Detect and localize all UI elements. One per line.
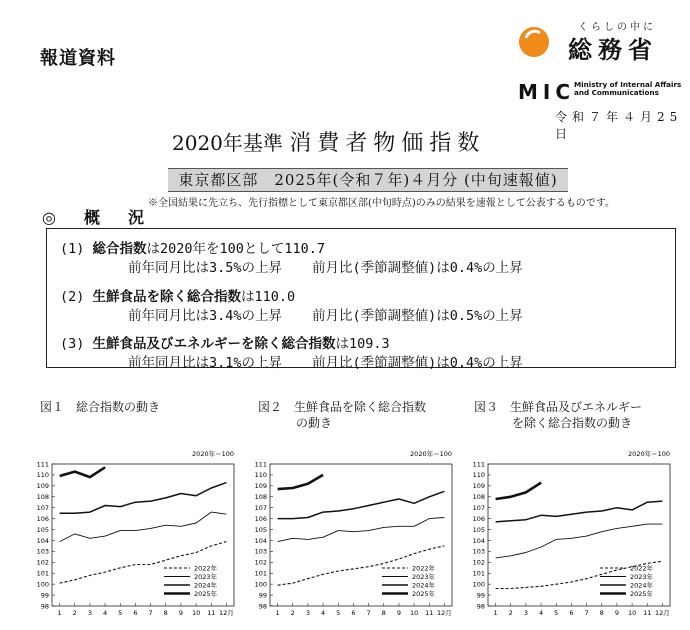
summary-mom: 前月比(季節調整値)は0.5%の上昇 bbox=[312, 308, 523, 324]
series-line-2023年 bbox=[60, 512, 227, 542]
figure-id: 図２ bbox=[258, 400, 283, 414]
summary-item-1 bbox=[60, 237, 325, 257]
summary-item-label: 総合指数 bbox=[92, 241, 147, 257]
y-tick-label: 98 bbox=[476, 602, 485, 611]
y-tick-label: 106 bbox=[254, 514, 267, 523]
series-line-2025年 bbox=[496, 483, 541, 499]
title-prefix: 2020年基準 bbox=[172, 131, 283, 155]
x-tick-label: 2 bbox=[290, 609, 295, 617]
summary-item-label: 生鮮食品及びエネルギーを除く総合指数 bbox=[92, 336, 336, 352]
release-date: 令和７年４月25日 bbox=[555, 110, 683, 141]
x-tick-label: 6 bbox=[569, 609, 574, 617]
figure-caption-line: を除く総合指数の動き bbox=[512, 416, 633, 430]
title-main: 消費者物価指数 bbox=[289, 131, 486, 156]
mic-english-line-1: Ministry of Internal Affairs bbox=[574, 80, 682, 89]
y-tick-label: 99 bbox=[476, 591, 485, 600]
ministry-name: 総務省 bbox=[568, 36, 658, 64]
x-tick-label: 5 bbox=[554, 609, 559, 617]
summary-item-number: (1) bbox=[60, 241, 85, 257]
y-tick-label: 111 bbox=[36, 460, 49, 469]
x-tick-label: 9 bbox=[614, 609, 619, 617]
y-tick-label: 100 bbox=[254, 580, 267, 589]
y-tick-label: 105 bbox=[254, 525, 267, 534]
chart-base-note: 2020年＝100 bbox=[628, 450, 670, 458]
summary-item-3-detail bbox=[128, 351, 523, 371]
x-tick-label: 11 bbox=[207, 609, 216, 617]
legend-label: 2022年 bbox=[412, 564, 436, 573]
y-tick-label: 109 bbox=[36, 482, 49, 491]
summary-yoy: 前年同月比は3.5%の上昇 bbox=[128, 260, 283, 276]
series-line-2025年 bbox=[60, 467, 106, 477]
summary-mom: 前月比(季節調整値)は0.4%の上昇 bbox=[312, 260, 523, 276]
legend-label: 2024年 bbox=[412, 581, 436, 590]
x-tick-label: 1 bbox=[493, 609, 498, 617]
release-note: ※全国結果に先立ち、先行指標として東京都区部(中旬時点)のみの結果を速報として公表するものです。 bbox=[148, 198, 616, 209]
x-tick-label: 10 bbox=[409, 609, 419, 617]
page-title bbox=[172, 126, 485, 157]
x-tick-label: 10 bbox=[191, 609, 201, 617]
x-tick-label: 1 bbox=[57, 609, 62, 617]
x-tick-label: 4 bbox=[321, 609, 326, 617]
legend-label: 2023年 bbox=[630, 573, 654, 581]
y-tick-label: 111 bbox=[254, 460, 267, 469]
legend-label: 2025年 bbox=[412, 590, 436, 598]
figure-2-chart bbox=[244, 440, 460, 630]
figure-3-chart bbox=[462, 440, 678, 630]
mic-english-name bbox=[574, 81, 681, 97]
summary-item-label: 生鮮食品を除く総合指数 bbox=[92, 289, 242, 305]
overview-heading: ◎ 概 況 bbox=[42, 208, 150, 227]
y-tick-label: 108 bbox=[472, 493, 485, 502]
x-tick-label: 8 bbox=[599, 609, 604, 617]
y-tick-label: 107 bbox=[36, 503, 49, 512]
x-tick-label: 6 bbox=[133, 609, 138, 617]
summary-item-text: は110.0 bbox=[241, 289, 296, 305]
y-tick-label: 100 bbox=[472, 580, 485, 589]
y-tick-label: 108 bbox=[36, 493, 49, 502]
x-tick-label: 7 bbox=[148, 609, 153, 617]
figure-caption-line: の動き bbox=[296, 416, 333, 430]
figure-id: 図１ bbox=[40, 400, 65, 414]
y-tick-label: 103 bbox=[36, 547, 49, 556]
legend-label: 2024年 bbox=[194, 581, 218, 590]
y-tick-label: 99 bbox=[40, 591, 49, 600]
y-tick-label: 98 bbox=[40, 602, 49, 611]
summary-yoy: 前年同月比は3.4%の上昇 bbox=[128, 308, 283, 324]
ministry-logo-icon bbox=[518, 26, 550, 58]
x-tick-label: 4 bbox=[103, 609, 108, 617]
summary-item-2 bbox=[60, 285, 295, 305]
x-tick-label: 12月 bbox=[437, 609, 452, 617]
y-tick-label: 101 bbox=[36, 569, 49, 578]
y-tick-label: 110 bbox=[36, 471, 49, 480]
y-tick-label: 103 bbox=[472, 547, 485, 556]
x-tick-label: 12月 bbox=[219, 609, 234, 617]
x-tick-label: 9 bbox=[396, 609, 401, 617]
x-tick-label: 7 bbox=[366, 609, 371, 617]
y-tick-label: 107 bbox=[472, 503, 485, 512]
y-tick-label: 104 bbox=[472, 536, 485, 545]
y-tick-label: 102 bbox=[472, 558, 485, 567]
x-tick-label: 8 bbox=[163, 609, 168, 617]
summary-item-3 bbox=[60, 332, 390, 352]
legend-label: 2023年 bbox=[412, 573, 436, 581]
series-line-2023年 bbox=[278, 518, 445, 542]
mic-logo-text: MIC bbox=[518, 80, 576, 104]
figure-2-caption bbox=[258, 399, 426, 431]
ministry-tagline: くらしの中に bbox=[578, 22, 656, 33]
x-tick-label: 7 bbox=[584, 609, 589, 617]
figure-caption-line: 生鮮食品及びエネルギー bbox=[510, 400, 643, 414]
chart-base-note: 2020年＝100 bbox=[192, 450, 234, 458]
chart-base-note: 2020年＝100 bbox=[410, 450, 452, 458]
series-line-2024年 bbox=[496, 501, 663, 522]
figure-caption-line: 総合指数の動き bbox=[76, 400, 161, 414]
y-tick-label: 99 bbox=[258, 591, 267, 600]
y-tick-label: 103 bbox=[254, 547, 267, 556]
series-line-2024年 bbox=[60, 483, 227, 514]
y-tick-label: 101 bbox=[254, 569, 267, 578]
y-tick-label: 107 bbox=[254, 503, 267, 512]
summary-item-text: は2020年を100として110.7 bbox=[146, 241, 326, 257]
legend-label: 2022年 bbox=[194, 564, 218, 573]
y-tick-label: 110 bbox=[472, 471, 485, 480]
y-tick-label: 100 bbox=[36, 580, 49, 589]
summary-mom: 前月比(季節調整値)は0.4%の上昇 bbox=[312, 355, 523, 371]
x-tick-label: 10 bbox=[627, 609, 637, 617]
y-tick-label: 109 bbox=[254, 482, 267, 491]
summary-item-number: (3) bbox=[60, 336, 85, 352]
x-tick-label: 1 bbox=[275, 609, 280, 617]
y-tick-label: 106 bbox=[36, 514, 49, 523]
figure-1-chart bbox=[26, 440, 242, 630]
series-line-2025年 bbox=[278, 475, 324, 489]
y-tick-label: 102 bbox=[254, 558, 267, 567]
y-tick-label: 105 bbox=[472, 525, 485, 534]
summary-item-text: は109.3 bbox=[335, 336, 390, 352]
press-release-label: 報道資料 bbox=[40, 48, 116, 69]
y-tick-label: 98 bbox=[258, 602, 267, 611]
x-tick-label: 5 bbox=[336, 609, 341, 617]
x-tick-label: 4 bbox=[539, 609, 544, 617]
summary-item-number: (2) bbox=[60, 289, 85, 305]
mic-english-line-2: and Communications bbox=[574, 88, 659, 97]
figure-caption-line: 生鮮食品を除く総合指数 bbox=[294, 400, 427, 414]
x-tick-label: 2 bbox=[72, 609, 77, 617]
y-tick-label: 109 bbox=[472, 482, 485, 491]
y-tick-label: 105 bbox=[36, 525, 49, 534]
x-tick-label: 2 bbox=[508, 609, 513, 617]
x-tick-label: 12月 bbox=[655, 609, 670, 617]
legend-label: 2025年 bbox=[194, 590, 218, 598]
summary-item-1-detail bbox=[128, 256, 523, 276]
x-tick-label: 6 bbox=[351, 609, 356, 617]
x-tick-label: 11 bbox=[425, 609, 434, 617]
y-tick-label: 110 bbox=[254, 471, 267, 480]
x-tick-label: 3 bbox=[305, 609, 310, 617]
x-tick-label: 11 bbox=[643, 609, 652, 617]
figure-3-caption bbox=[474, 399, 642, 431]
summary-yoy: 前年同月比は3.1%の上昇 bbox=[128, 355, 283, 371]
x-tick-label: 9 bbox=[178, 609, 183, 617]
y-tick-label: 102 bbox=[36, 558, 49, 567]
y-tick-label: 106 bbox=[472, 514, 485, 523]
x-tick-label: 3 bbox=[523, 609, 528, 617]
y-tick-label: 108 bbox=[254, 493, 267, 502]
legend-label: 2025年 bbox=[630, 590, 654, 598]
x-tick-label: 5 bbox=[118, 609, 123, 617]
legend-label: 2023年 bbox=[194, 573, 218, 581]
series-line-2023年 bbox=[496, 524, 663, 558]
y-tick-label: 104 bbox=[254, 536, 267, 545]
series-line-2024年 bbox=[278, 491, 445, 518]
y-tick-label: 104 bbox=[36, 536, 49, 545]
legend-label: 2024年 bbox=[630, 581, 654, 590]
subtitle: 東京都区部 2025年(令和７年)４月分 (中旬速報値) bbox=[178, 171, 558, 189]
figure-id: 図３ bbox=[474, 400, 499, 414]
x-tick-label: 8 bbox=[381, 609, 386, 617]
y-tick-label: 101 bbox=[472, 569, 485, 578]
legend-label: 2022年 bbox=[630, 564, 654, 573]
y-tick-label: 111 bbox=[472, 460, 485, 469]
summary-item-2-detail bbox=[128, 304, 523, 324]
x-tick-label: 3 bbox=[87, 609, 92, 617]
figure-1-caption bbox=[40, 399, 160, 415]
